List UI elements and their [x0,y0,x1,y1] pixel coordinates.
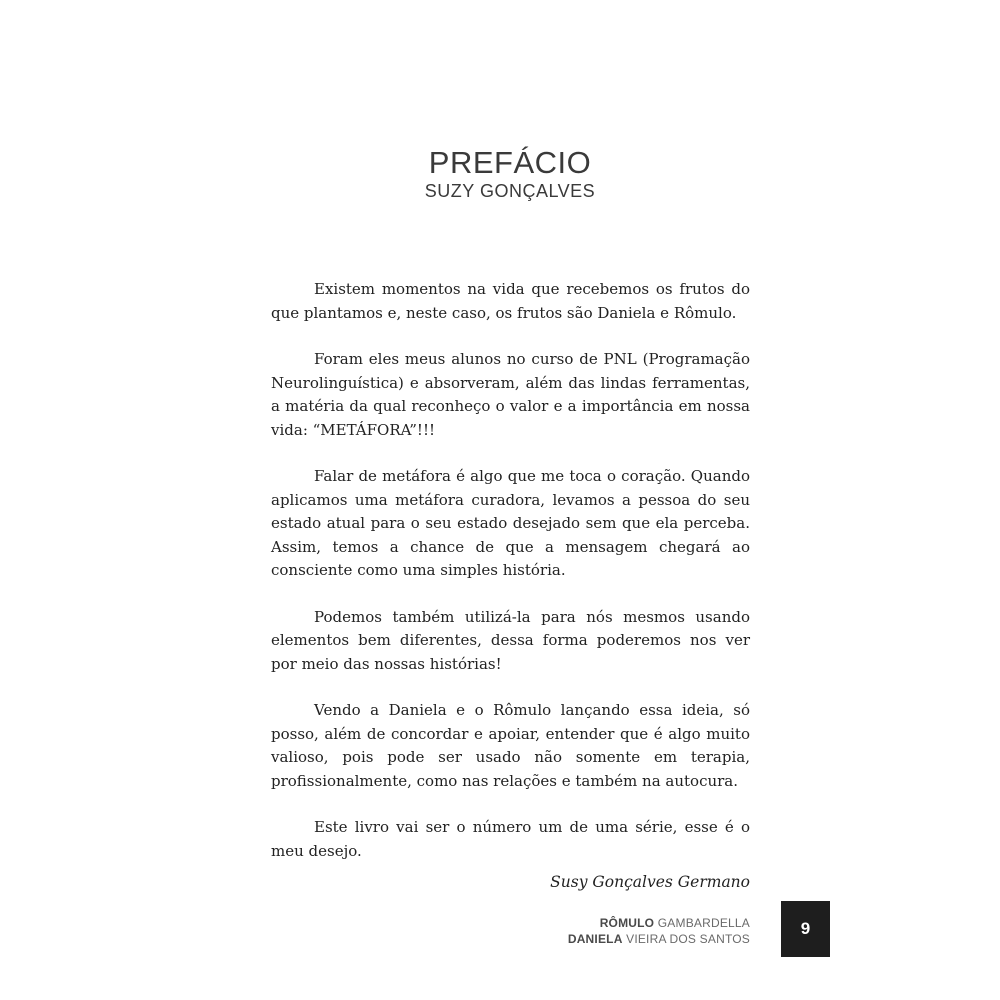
author-line [568,915,750,931]
author-last-name: VIEIRA DOS SANTOS [626,932,750,946]
author-first-name: RÔMULO [599,916,655,930]
paragraph: Foram eles meus alunos no curso de PNL (Programação Neurolinguística) e absorveram, além das lindas ferramentas, a matéria da qual reconheço o valor e a importância em nossa vida: “METÁFORA”!!! [271,350,750,439]
signature: Susy Gonçalves Germano [550,873,750,891]
paragraph: Podemos também utilizá-la para nós mesmos usando elementos bem diferentes, dessa forma poderemos nos ver por meio das nossas histórias! [271,607,750,673]
paragraph: Existem momentos na vida que recebemos os frutos do que plantamos e, neste caso, os frutos são Daniela e Rômulo. [271,280,750,322]
paragraph: Vendo a Daniela e o Rômulo lançando essa ideia, só posso, além de concordar e apoiar, entender que é algo muito valioso, pois pode ser usado não somente em terapia, profissionalmente, como nas relações e também na autocura. [271,701,750,790]
chapter-title: PREFÁCIO [428,145,592,180]
paragraph: Falar de metáfora é algo que me toca o coração. Quando aplicamos uma metáfora curadora, levamos a pessoa do seu estado atual para o seu estado desejado sem que ela perceba. Assim, temos a chance de que a mensagem chegará ao consciente como uma simples história. [271,467,750,579]
author-line [568,931,750,947]
author-last-name: GAMBARDELLA [657,916,750,930]
author-first-name: DANIELA [567,932,623,946]
chapter-author: SUZY GONÇALVES [424,181,596,201]
footer-authors [568,915,750,947]
paragraph: Este livro vai ser o número um de uma série, esse é o meu desejo. [271,818,750,860]
page-number: 9 [781,901,830,957]
preface-body [271,278,750,886]
chapter-heading [0,146,1000,202]
